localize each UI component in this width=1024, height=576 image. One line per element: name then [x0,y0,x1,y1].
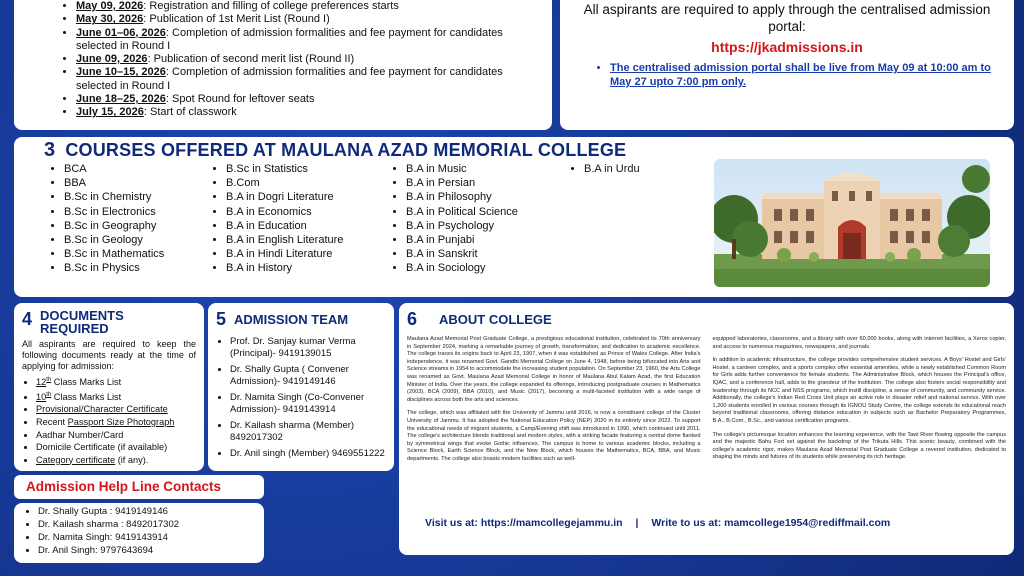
helpline-contact: • Dr. Kailash sharma : 8492017302 [38,518,254,531]
about-paragraph: The college, which was affiliated with the University of Jammu until 2016, is now a constituent college of the Cluster University of Jammu. It has adopted the National Education Policy (NEP) 2020 in its entirety since 2022. To support the educational needs of migrant students, a Camp/Evening shift was introduced in 1990, which continued until 2011. The college's architecture blends traditional and modern styles, with a striking facade featuring a central dome flanked by symmetrical wings that evoke Gothic influences. The campus is home to various academic blocks, including a Science Block, Earth Science Block, and the New Block, which houses the Mathematics, BCA, BBA, and Music departments. The college also boasts modern facilities such as well- [407,410,701,462]
team-title: ADMISSION TEAM [234,312,349,327]
schedule-text: : Publication of 1st Merit List (Round I) [143,13,330,26]
schedule-date: May 30, 2026 [76,13,144,26]
course-item: • B.A in English Literature [226,233,343,247]
course-item: • B.A in Psychology [406,219,518,233]
helpline-contact: • Dr. Shally Gupta : 9419149146 [38,505,254,518]
document-item [36,429,196,442]
schedule-item [76,93,540,106]
about-paragraph: In addition to academic infrastructure, the college provides comprehensive student services. A Boys' Hostel and Girls' Hostel, a canteen complex, and a sports complex offer essential amenities, while a newly established Common Room for Girls adds further convenience for female students. The Administrative Block, which houses the Principal's office, IQAC, and a conference hall, adds to the grandeur of the institution. The college also fosters social responsibility and leadership through its NCC and NSS programs, which instill discipline, a sense of community, and community service. Additionally, the college's Indian Red Cross Unit plays an active role in disaster relief and national service. With over 1,200 students enrolled in various courses through its IGNOU Study Centre, the college extends its educational reach beyond traditional classrooms, offering distance education in subjects such as Bachelor Preparatory Programmes, B.A., B.Com., B.Sc., and various certification programs. [712,357,1006,424]
about-college-card [399,303,1014,555]
course-item: • B.A in Dogri Literature [226,190,343,204]
document-item [36,403,196,416]
admission-schedule-card [14,0,552,130]
schedule-item [76,27,540,54]
documents-heading [22,309,196,335]
course-item: • BBA [64,176,164,190]
section-number: 5 [216,309,227,329]
courses-card [14,137,1014,297]
schedule-text: : Spot Round for leftover seats [165,93,315,106]
website-link[interactable]: Visit us at: https://mamcollegejammu.in [425,517,623,529]
portal-link[interactable]: https://jkadmissions.in [711,39,863,55]
course-item: • B.A in Education [226,219,343,233]
contact-footer [425,517,890,529]
doc-12th-num: 12 [36,377,47,388]
course-item: • B.Sc in Electronics [64,205,164,219]
courses-title: COURSES OFFERED AT MAULANA AZAD MEMORIAL COLLEGE [65,140,627,160]
about-paragraph: The college's picturesque location enhances the learning experience, with the Tawi River flowing opposite the campus and the majestic Bahu Fort set against the backdrop of the Trikuta Hills. This scenic beauty, combined with the college's academic rigor, makes Maulana Azad Memorial Post Graduate College a revered institution, dedicated to shaping the minds and futures of its students while preserving its rich heritage. [712,431,1006,461]
schedule-text: : Completion of admission formalities and fee payment for candidates selected in Round I [76,26,503,52]
doc-provisional: Provisional/Character Certificate [36,404,168,415]
schedule-text: : Start of classwork [143,106,237,119]
document-item [36,416,196,429]
documents-title-line1: DOCUMENTS [40,308,124,323]
about-title: ABOUT COLLEGE [439,312,552,327]
section-number: 6 [407,309,418,329]
helpline-contact: • Dr. Anil Singh: 9797643694 [38,544,254,557]
team-member: • Dr. Kailash sharma (Member) 8492017302 [230,420,386,443]
documents-title-line2: REQUIRED [40,321,109,336]
doc-category-post: (if any). [115,454,149,465]
team-list [216,336,386,460]
helpline-contact: • Dr. Namita Singh: 9419143914 [38,531,254,544]
course-item: • B.A in Hindi Literature [226,247,343,261]
course-item: • B.A in Philosophy [406,190,518,204]
about-paragraph: equipped laboratories, classrooms, and a library with over 60,000 books, along with internet facilities, a Xerox copier, and access to numerous magazines, newspapers, and journals. [712,336,1006,350]
team-heading [216,309,386,330]
course-item: • B.Sc in Mathematics [64,247,164,261]
doc-photo-pre: Recent [36,416,68,427]
helpline-list [24,505,254,557]
doc-10th-sup: th [46,391,52,398]
doc-10th-num: 10 [36,391,47,402]
course-item: • B.A in Economics [226,205,343,219]
schedule-date: May 09, 2026 [76,0,144,12]
admission-team-card [208,303,394,471]
email-link[interactable]: Write to us at: mamcollege1954@rediffmail.com [651,517,891,529]
schedule-item [76,13,540,26]
course-item: • B.Sc in Geography [64,219,164,233]
course-item: • B.Sc in Physics [64,261,164,275]
portal-timing: • The centralised admission portal shall be live from May 09 at 10:00 am to May 27 upto 7:00 pm only. [610,61,994,89]
document-item [36,441,196,454]
course-item: • B.Sc in Statistics [226,162,343,176]
schedule-date: June 10–15, 2026 [76,66,166,79]
team-member: • Dr. Shally Gupta ( Convener Admission)- 9419149146 [230,364,386,387]
course-item: • B.Com [226,176,343,190]
footer-separator: | [635,517,639,529]
course-item: • B.A in Sociology [406,261,518,275]
doc-10th-text: Class Marks List [51,391,122,402]
course-item: • B.A in Political Science [406,205,518,219]
portal-notice: All aspirants are required to apply through the centralised admission portal: [583,2,991,34]
schedule-list [62,0,540,120]
schedule-text: : Publication of second merit list (Round II) [147,53,355,66]
doc-aadhar: Aadhar Number/Card [36,429,124,440]
document-item [36,389,196,404]
schedule-text: : Registration and filling of college preferences starts [143,0,399,12]
documents-intro: All aspirants are required to keep the following documents ready at the time of applying for admission: [22,339,196,371]
document-item [36,454,196,467]
documents-list [22,374,196,466]
course-item: • B.A in Punjabi [406,233,518,247]
course-item: • B.Sc in Geology [64,233,164,247]
schedule-date: June 18–25, 2026 [76,93,166,106]
team-member: • Dr. Namita Singh (Co-Convener Admission)- 9419143914 [230,392,386,415]
schedule-date: June 09, 2026 [76,53,148,66]
schedule-text: : Completion of admission formalities and fee payment for candidates selected in Round I [76,66,503,92]
course-item: • B.A in History [226,261,343,275]
team-member: • Prof. Dr. Sanjay kumar Verma (Principal)- 9419139015 [230,336,386,359]
course-item: • B.A in Urdu [584,162,640,176]
helpline-card [14,503,264,563]
course-item: • B.Sc in Chemistry [64,190,164,204]
section-number: 4 [22,309,33,329]
course-item: • B.A in Persian [406,176,518,190]
courses-column-3 [392,162,518,276]
doc-photo: Passport Size Photograph [67,416,175,427]
schedule-item [76,66,540,93]
course-item: • B.A in Sanskrit [406,247,518,261]
courses-column-2 [212,162,343,276]
about-left-column [407,336,701,470]
about-paragraph: Maulana Azad Memorial Post Graduate College, a prestigious educational institution, celebrated its 70th anniversary in September 2024, marking a remarkable journey of growth, transformation, and dedication to academic excellence. The college traces its origins back to April 23, 1907, when it was established as Prince of Wales College. After India's independence, it was renamed Govt. Gandhi Memorial College on June 4, 1948, before being bifurcated into Arts and Science streams in 1954 to accommodate the increasing student population. On September 23, 1960, the Arts College was renamed as Govt. Maulana Azad Memorial College in honor of Maulana Abul Kalam Azad, the first Education Minister of India. Over the years, the college expanded its offerings, introducing postgraduate courses in Mathematics (2003), BCA (2009), BBA (2010), and Music (2017), becoming a multi-faceted institution with a wide range of disciplines across both the arts and sciences. [407,336,701,403]
schedule-date: July 15, 2026 [76,106,144,119]
helpline-title: Admission Help Line Contacts [14,475,264,499]
section-number: 3 [44,139,56,161]
doc-12th-sup: th [46,377,52,383]
schedule-item [76,106,540,119]
team-member: • Dr. Anil singh (Member) 9469551222 [230,448,386,460]
doc-12th-text: Class Marks List [51,377,122,388]
document-item [36,374,196,389]
schedule-item [76,0,540,13]
course-item: • B.A in Music [406,162,518,176]
doc-domicile: Domicile Certificate (if available) [36,442,168,453]
courses-column-1 [50,162,164,276]
documents-card [14,303,204,471]
portal-notice-card [560,0,1014,130]
courses-column-4 [570,162,640,176]
schedule-item [76,53,540,66]
about-heading [407,309,1006,330]
about-right-column [713,336,1007,470]
schedule-date: June 01–06, 2026 [76,26,166,39]
doc-category: Category certificate [36,454,116,465]
course-item: • BCA [64,162,164,176]
courses-heading [44,139,626,162]
college-building-photo [714,159,990,287]
